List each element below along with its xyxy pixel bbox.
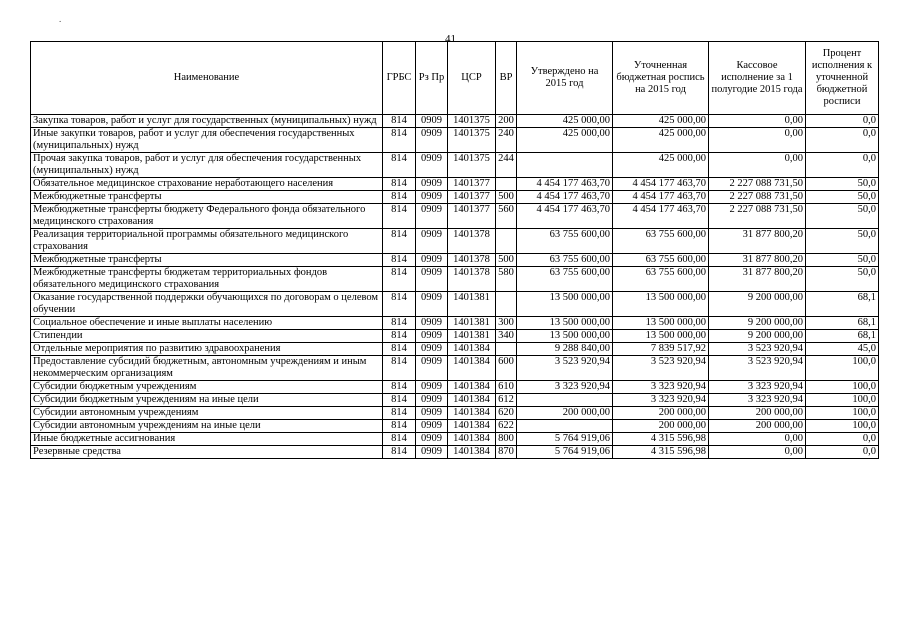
table-row (31, 343, 879, 356)
cell-rzpr: 0909 (416, 420, 448, 433)
header-cash: Кассовое исполнение за 1 полугодие 2015 года (709, 42, 806, 115)
cell-vr: 300 (496, 317, 517, 330)
cell-approved: 13 500 000,00 (517, 292, 613, 317)
cell-name: Межбюджетные трансферты бюджету Федерального фонда обязательного медицинского страхования (31, 204, 383, 229)
cell-percent: 68,1 (806, 292, 879, 317)
cell-csr: 1401377 (448, 178, 496, 191)
cell-csr: 1401375 (448, 153, 496, 178)
cell-refined: 425 000,00 (613, 153, 709, 178)
cell-refined: 200 000,00 (613, 420, 709, 433)
cell-csr: 1401384 (448, 356, 496, 381)
cell-name: Резервные средства (31, 446, 383, 459)
cell-csr: 1401381 (448, 317, 496, 330)
cell-rzpr: 0909 (416, 317, 448, 330)
cell-csr: 1401381 (448, 330, 496, 343)
table-row (31, 317, 879, 330)
cell-percent: 0,0 (806, 153, 879, 178)
header-name: Наименование (31, 42, 383, 115)
cell-cash: 31 877 800,20 (709, 254, 806, 267)
table-row (31, 433, 879, 446)
cell-grbs: 814 (383, 204, 416, 229)
cell-percent: 100,0 (806, 420, 879, 433)
cell-percent: 100,0 (806, 381, 879, 394)
cell-approved (517, 394, 613, 407)
cell-name: Закупка товаров, работ и услуг для государственных (муниципальных) нужд (31, 115, 383, 128)
cell-csr: 1401384 (448, 381, 496, 394)
cell-cash: 0,00 (709, 433, 806, 446)
header-csr: ЦСР (448, 42, 496, 115)
header-rzpr: Рз Пр (416, 42, 448, 115)
cell-csr: 1401378 (448, 254, 496, 267)
cell-grbs: 814 (383, 292, 416, 317)
cell-refined: 425 000,00 (613, 128, 709, 153)
cell-percent: 100,0 (806, 394, 879, 407)
cell-name: Иные бюджетные ассигнования (31, 433, 383, 446)
cell-rzpr: 0909 (416, 330, 448, 343)
cell-rzpr: 0909 (416, 191, 448, 204)
cell-percent: 45,0 (806, 343, 879, 356)
cell-cash: 3 323 920,94 (709, 394, 806, 407)
cell-rzpr: 0909 (416, 407, 448, 420)
cell-name: Прочая закупка товаров, работ и услуг для обеспечения государственных (муниципальных) нужд (31, 153, 383, 178)
cell-rzpr: 0909 (416, 381, 448, 394)
cell-rzpr: 0909 (416, 267, 448, 292)
cell-refined: 13 500 000,00 (613, 330, 709, 343)
cell-vr: 560 (496, 204, 517, 229)
cell-csr: 1401378 (448, 267, 496, 292)
cell-approved: 63 755 600,00 (517, 267, 613, 292)
table-row (31, 178, 879, 191)
cell-grbs: 814 (383, 356, 416, 381)
cell-cash: 2 227 088 731,50 (709, 204, 806, 229)
table-row (31, 204, 879, 229)
cell-name: Субсидии автономным учреждениям (31, 407, 383, 420)
table-row (31, 420, 879, 433)
cell-vr: 580 (496, 267, 517, 292)
cell-rzpr: 0909 (416, 229, 448, 254)
cell-refined: 3 523 920,94 (613, 356, 709, 381)
cell-vr: 500 (496, 191, 517, 204)
cell-vr (496, 229, 517, 254)
cell-refined: 63 755 600,00 (613, 267, 709, 292)
cell-refined: 4 315 596,98 (613, 433, 709, 446)
cell-grbs: 814 (383, 317, 416, 330)
cell-cash: 31 877 800,20 (709, 267, 806, 292)
cell-cash: 3 523 920,94 (709, 356, 806, 381)
cell-grbs: 814 (383, 229, 416, 254)
cell-refined: 3 323 920,94 (613, 381, 709, 394)
table-row (31, 446, 879, 459)
table-row (31, 254, 879, 267)
cell-refined: 63 755 600,00 (613, 229, 709, 254)
cell-grbs: 814 (383, 191, 416, 204)
cell-cash: 200 000,00 (709, 407, 806, 420)
cell-rzpr: 0909 (416, 153, 448, 178)
cell-csr: 1401384 (448, 407, 496, 420)
cell-name: Стипендии (31, 330, 383, 343)
cell-approved: 9 288 840,00 (517, 343, 613, 356)
cell-approved (517, 153, 613, 178)
cell-cash: 2 227 088 731,50 (709, 178, 806, 191)
cell-csr: 1401375 (448, 115, 496, 128)
cell-refined: 4 454 177 463,70 (613, 178, 709, 191)
cell-percent: 50,0 (806, 229, 879, 254)
cell-rzpr: 0909 (416, 446, 448, 459)
table-row (31, 356, 879, 381)
cell-refined: 4 315 596,98 (613, 446, 709, 459)
table-row (31, 407, 879, 420)
table-row (31, 153, 879, 178)
cell-csr: 1401384 (448, 394, 496, 407)
cell-cash: 200 000,00 (709, 420, 806, 433)
page-number: 41 (445, 33, 456, 45)
cell-vr: 612 (496, 394, 517, 407)
cell-cash: 0,00 (709, 446, 806, 459)
cell-approved: 200 000,00 (517, 407, 613, 420)
cell-approved: 4 454 177 463,70 (517, 191, 613, 204)
cell-grbs: 814 (383, 330, 416, 343)
cell-refined: 200 000,00 (613, 407, 709, 420)
table-row (31, 229, 879, 254)
cell-grbs: 814 (383, 128, 416, 153)
cell-approved: 5 764 919,06 (517, 433, 613, 446)
cell-grbs: 814 (383, 343, 416, 356)
cell-cash: 9 200 000,00 (709, 330, 806, 343)
cell-name: Межбюджетные трансферты (31, 254, 383, 267)
cell-percent: 0,0 (806, 446, 879, 459)
header-approved: Утверждено на 2015 год (517, 42, 613, 115)
cell-percent: 50,0 (806, 254, 879, 267)
cell-csr: 1401384 (448, 433, 496, 446)
cell-vr: 620 (496, 407, 517, 420)
cell-approved: 13 500 000,00 (517, 330, 613, 343)
table-row (31, 292, 879, 317)
cell-percent: 100,0 (806, 407, 879, 420)
cell-csr: 1401378 (448, 229, 496, 254)
cell-rzpr: 0909 (416, 394, 448, 407)
cell-grbs: 814 (383, 178, 416, 191)
cell-grbs: 814 (383, 394, 416, 407)
cell-grbs: 814 (383, 381, 416, 394)
cell-percent: 100,0 (806, 356, 879, 381)
cell-cash: 0,00 (709, 128, 806, 153)
cell-cash: 2 227 088 731,50 (709, 191, 806, 204)
cell-name: Субсидии автономным учреждениям на иные цели (31, 420, 383, 433)
cell-refined: 4 454 177 463,70 (613, 204, 709, 229)
cell-vr (496, 343, 517, 356)
header-vr: ВР (496, 42, 517, 115)
cell-refined: 3 323 920,94 (613, 394, 709, 407)
cell-cash: 9 200 000,00 (709, 317, 806, 330)
cell-percent: 50,0 (806, 178, 879, 191)
cell-csr: 1401377 (448, 204, 496, 229)
cell-cash: 3 523 920,94 (709, 343, 806, 356)
cell-vr: 500 (496, 254, 517, 267)
cell-csr: 1401381 (448, 292, 496, 317)
cell-vr: 800 (496, 433, 517, 446)
cell-name: Иные закупки товаров, работ и услуг для обеспечения государственных (муниципальных) нужд (31, 128, 383, 153)
corner-mark: . (59, 14, 62, 24)
cell-grbs: 814 (383, 267, 416, 292)
cell-refined: 7 839 517,92 (613, 343, 709, 356)
cell-rzpr: 0909 (416, 343, 448, 356)
cell-rzpr: 0909 (416, 204, 448, 229)
cell-percent: 68,1 (806, 317, 879, 330)
table-row (31, 128, 879, 153)
cell-approved: 5 764 919,06 (517, 446, 613, 459)
cell-vr: 200 (496, 115, 517, 128)
cell-approved: 425 000,00 (517, 128, 613, 153)
budget-table (30, 41, 879, 459)
cell-csr: 1401384 (448, 446, 496, 459)
table-header-row (31, 42, 879, 115)
cell-grbs: 814 (383, 115, 416, 128)
cell-cash: 3 323 920,94 (709, 381, 806, 394)
cell-grbs: 814 (383, 407, 416, 420)
cell-approved: 3 523 920,94 (517, 356, 613, 381)
cell-approved (517, 420, 613, 433)
cell-cash: 0,00 (709, 115, 806, 128)
cell-rzpr: 0909 (416, 433, 448, 446)
cell-vr: 340 (496, 330, 517, 343)
cell-csr: 1401384 (448, 343, 496, 356)
cell-name: Реализация территориальной программы обязательного медицинского страхования (31, 229, 383, 254)
cell-refined: 425 000,00 (613, 115, 709, 128)
cell-name: Предоставление субсидий бюджетным, автономным учреждениям и иным некоммерческим организациям (31, 356, 383, 381)
cell-cash: 0,00 (709, 153, 806, 178)
cell-grbs: 814 (383, 446, 416, 459)
cell-rzpr: 0909 (416, 356, 448, 381)
cell-percent: 50,0 (806, 204, 879, 229)
table-row (31, 267, 879, 292)
cell-cash: 9 200 000,00 (709, 292, 806, 317)
table-row (31, 191, 879, 204)
cell-percent: 0,0 (806, 128, 879, 153)
cell-name: Межбюджетные трансферты бюджетам территориальных фондов обязательного медицинского страхования (31, 267, 383, 292)
cell-approved: 4 454 177 463,70 (517, 178, 613, 191)
table-row (31, 381, 879, 394)
cell-approved: 63 755 600,00 (517, 229, 613, 254)
cell-percent: 68,1 (806, 330, 879, 343)
table-row (31, 115, 879, 128)
cell-grbs: 814 (383, 420, 416, 433)
cell-approved: 4 454 177 463,70 (517, 204, 613, 229)
cell-percent: 0,0 (806, 115, 879, 128)
header-refined: Уточненная бюджетная роспись на 2015 год (613, 42, 709, 115)
cell-vr (496, 292, 517, 317)
cell-rzpr: 0909 (416, 292, 448, 317)
cell-vr: 610 (496, 381, 517, 394)
cell-vr: 622 (496, 420, 517, 433)
cell-vr: 870 (496, 446, 517, 459)
cell-name: Субсидии бюджетным учреждениям на иные цели (31, 394, 383, 407)
table-row (31, 330, 879, 343)
table-body (31, 115, 879, 459)
cell-approved: 3 323 920,94 (517, 381, 613, 394)
table-row (31, 394, 879, 407)
cell-grbs: 814 (383, 153, 416, 178)
cell-name: Отдельные мероприятия по развитию здравоохранения (31, 343, 383, 356)
header-percent: Процент исполнения к уточненной бюджетной росписи (806, 42, 879, 115)
cell-name: Социальное обеспечение и иные выплаты населению (31, 317, 383, 330)
cell-rzpr: 0909 (416, 254, 448, 267)
cell-percent: 0,0 (806, 433, 879, 446)
cell-grbs: 814 (383, 433, 416, 446)
cell-cash: 31 877 800,20 (709, 229, 806, 254)
cell-grbs: 814 (383, 254, 416, 267)
cell-csr: 1401377 (448, 191, 496, 204)
cell-refined: 63 755 600,00 (613, 254, 709, 267)
cell-vr: 600 (496, 356, 517, 381)
cell-percent: 50,0 (806, 267, 879, 292)
cell-percent: 50,0 (806, 191, 879, 204)
cell-vr (496, 178, 517, 191)
cell-name: Субсидии бюджетным учреждениям (31, 381, 383, 394)
cell-rzpr: 0909 (416, 128, 448, 153)
cell-approved: 425 000,00 (517, 115, 613, 128)
cell-csr: 1401375 (448, 128, 496, 153)
cell-refined: 13 500 000,00 (613, 292, 709, 317)
header-grbs: ГРБС (383, 42, 416, 115)
cell-vr: 244 (496, 153, 517, 178)
cell-approved: 13 500 000,00 (517, 317, 613, 330)
cell-vr: 240 (496, 128, 517, 153)
cell-name: Оказание государственной поддержки обучающихся по договорам о целевом обучении (31, 292, 383, 317)
cell-rzpr: 0909 (416, 178, 448, 191)
cell-rzpr: 0909 (416, 115, 448, 128)
cell-csr: 1401384 (448, 420, 496, 433)
cell-name: Межбюджетные трансферты (31, 191, 383, 204)
cell-name: Обязательное медицинское страхование неработающего населения (31, 178, 383, 191)
cell-refined: 13 500 000,00 (613, 317, 709, 330)
cell-approved: 63 755 600,00 (517, 254, 613, 267)
cell-refined: 4 454 177 463,70 (613, 191, 709, 204)
